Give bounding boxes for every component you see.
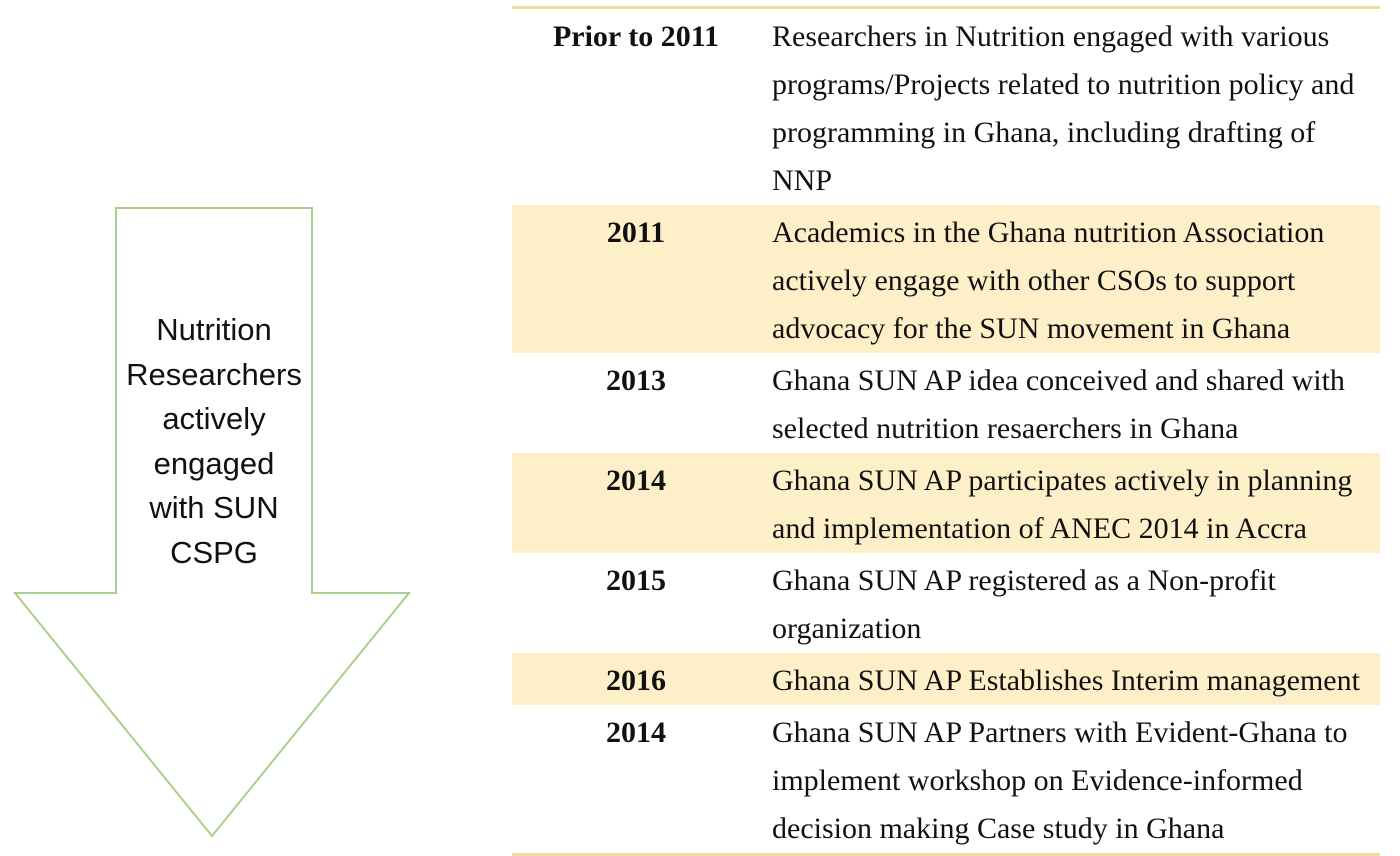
timeline-year: Prior to 2011 <box>552 20 720 53</box>
arrow-label-line: actively <box>162 401 266 436</box>
arrow-label-line: engaged <box>153 445 275 481</box>
timeline-event <box>760 457 1380 553</box>
timeline-row <box>512 705 1380 853</box>
timeline-row <box>512 9 1380 205</box>
timeline-rows <box>512 9 1380 853</box>
timeline-event-line: actively engage with other CSOs to support <box>772 264 1296 297</box>
timeline-event-line: Ghana SUN AP idea conceived and shared with <box>772 364 1345 397</box>
timeline-event-line: Ghana SUN AP participates actively in planning <box>772 464 1353 497</box>
timeline-event-line: organization <box>772 612 922 645</box>
timeline-row <box>512 653 1380 705</box>
timeline-event <box>760 557 1380 653</box>
timeline-row <box>512 553 1380 653</box>
timeline-event-line: selected nutrition resaerchers in Ghana <box>772 412 1239 445</box>
timeline-event-line: Ghana SUN AP registered as a Non-profit <box>772 564 1276 597</box>
timeline-event-line: Ghana SUN AP Partners with Evident-Ghana to <box>772 716 1348 749</box>
arrow-label-line: CSPG <box>170 534 258 570</box>
timeline-year: 2013 <box>606 364 666 397</box>
timeline-event-line: programs/Projects related to nutrition policy and <box>772 68 1355 101</box>
timeline-year: 2016 <box>606 664 666 697</box>
down-arrow-shape <box>0 0 430 851</box>
timeline-table <box>512 6 1380 856</box>
timeline-event-line: implement workshop on Evidence-informed <box>772 764 1303 797</box>
timeline-event-line: NNP <box>772 164 833 197</box>
timeline-event-line: programming in Ghana, including drafting of <box>772 116 1316 149</box>
timeline-event <box>760 209 1380 353</box>
arrow-label-line: Researchers <box>126 356 302 392</box>
timeline-event <box>760 13 1380 205</box>
arrow-label-line: with SUN <box>149 490 279 525</box>
timeline-event <box>760 657 1380 705</box>
timeline-event <box>760 709 1380 853</box>
timeline-event-line: advocacy for the SUN movement in Ghana <box>772 312 1291 345</box>
timeline-event <box>760 357 1380 453</box>
timeline-year: 2014 <box>606 464 666 497</box>
timeline-year: 2011 <box>606 216 666 249</box>
timeline-row <box>512 453 1380 553</box>
timeline-year: 2015 <box>606 564 666 597</box>
timeline-row <box>512 205 1380 353</box>
timeline-year: 2014 <box>606 716 666 749</box>
arrow-label-line: Nutrition <box>156 312 272 347</box>
arrow-label <box>116 308 312 575</box>
timeline-event-line: decision making Case study in Ghana <box>772 812 1225 845</box>
timeline-event-line: Ghana SUN AP Establishes Interim management <box>772 664 1360 697</box>
timeline-event-line: Academics in the Ghana nutrition Association <box>772 216 1325 249</box>
timeline-event-line: and implementation of ANEC 2014 in Accra <box>772 512 1307 545</box>
timeline-row <box>512 353 1380 453</box>
timeline-event-line: Researchers in Nutrition engaged with various <box>772 20 1330 53</box>
